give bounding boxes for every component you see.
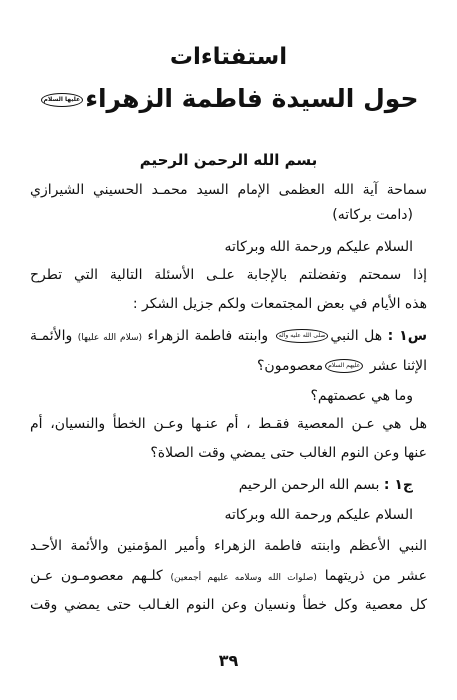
honorific-symbol: عليهم السلام	[325, 359, 363, 373]
question-1-line-1	[30, 326, 427, 348]
page-number: ٣٩	[218, 651, 239, 670]
question-1-line-4: هل هي عـن المعصية فقـط ، أم عنـها وعـن الخطأ والنسيان، أم	[30, 416, 427, 432]
question-1-line-2	[257, 356, 427, 376]
q1-text-b: وابنته فاطمة الزهراء	[147, 328, 269, 344]
answer-1-line-5: كل معصية وكل خطأ ونسيان وعن النوم الغـالب حتى يمضي وقت	[30, 597, 427, 613]
q1-text-c: والأئمـة	[30, 328, 73, 344]
q1-small-text: (سلام الله عليها)	[77, 333, 143, 343]
a1-small-text: (صلوات الله وسلامه عليهم أجمعين)	[170, 573, 317, 583]
answer-1-line-2: السلام عليكم ورحمة الله وبركاته	[224, 507, 413, 523]
letter-line-5: هذه الأيام في بعض المجتمعات ولكم جزيل الشكر :	[132, 296, 427, 312]
a1-text-b: كلـهم معصومـون عـن	[30, 568, 163, 584]
letter-line-4: إذا سمحتم وتفضلتم بالإجابة علـى الأسئلة التالية التي تطرح	[30, 267, 427, 283]
subtitle-text: حول السيدة فاطمة الزهراء	[85, 84, 419, 113]
answer-1-line-3: النبي الأعظم وابنته فاطمة الزهراء وأمير المؤمنين والأئمة الأحـد	[30, 538, 427, 554]
q1-text-d: الإثنا عشر	[369, 358, 427, 374]
basmala: بسم الله الرحمن الرحيم	[139, 151, 318, 169]
letter-line-2: (دامت بركاته)	[332, 207, 413, 223]
question-1-line-3: وما هي عصمتهم؟	[310, 388, 413, 404]
letter-greeting: السلام عليكم ورحمة الله وبركاته	[224, 239, 413, 255]
a1-basmala: بسم الله الرحمن الرحيم	[238, 477, 380, 493]
a1-text-a: عشر من ذريتهما	[324, 568, 427, 584]
answer-1-line-1	[239, 475, 413, 495]
answer-1-line-4	[30, 566, 427, 588]
page-subtitle	[0, 84, 457, 113]
page-title: استفتاءات	[169, 44, 288, 70]
answer-1-label: ج١ :	[383, 477, 413, 493]
question-1-label: س١ :	[387, 328, 428, 344]
letter-line-1: سماحة آية الله العظمى الإمام السيد محمـد الحسيني الشيرازي	[30, 182, 427, 198]
q1-text-a: هل النبي	[330, 328, 383, 344]
q1-text-e: معصومون؟	[257, 358, 324, 374]
question-1-line-5: عنها وعن النوم الغالب حتى يمضي وقت الصلاة؟	[150, 445, 427, 461]
honorific-symbol: صلى الله عليه وآله	[276, 329, 329, 343]
honorific-symbol: عليها السلام	[41, 93, 84, 107]
